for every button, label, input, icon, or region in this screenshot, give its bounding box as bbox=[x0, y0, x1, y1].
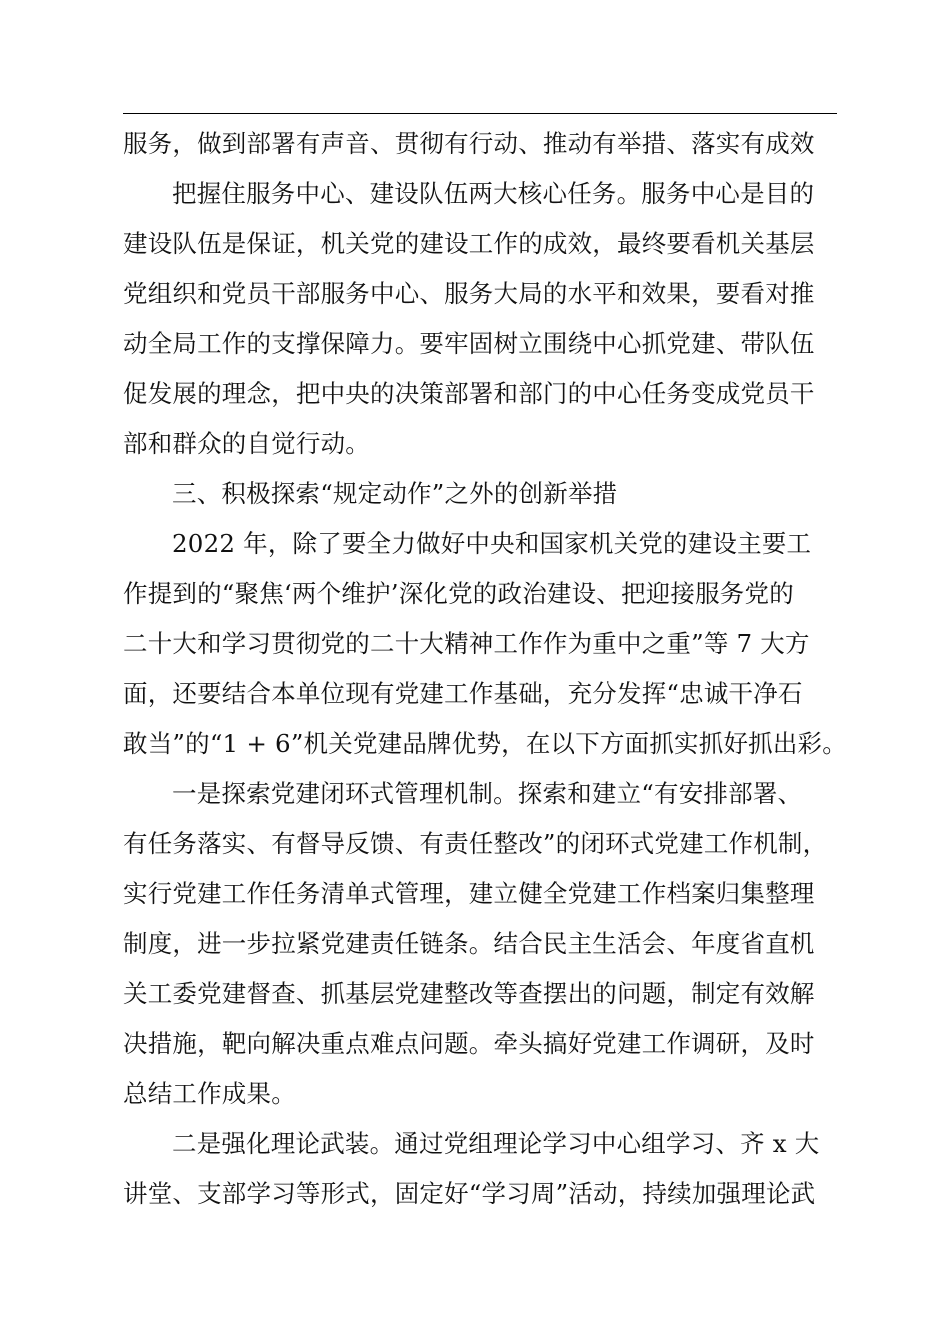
text-line-21: 二是强化理论武装。通过党组理论学习中心组学习、齐 x 大 bbox=[172, 1129, 820, 1158]
text-line-17: 制度，进一步拉紧党建责任链条。结合民主生活会、年度省直机 bbox=[123, 929, 815, 958]
text-line-2: 把握住服务中心、建设队伍两大核心任务。服务中心是目的 bbox=[172, 179, 815, 208]
text-line-22: 讲堂、支部学习等形式，固定好“学习周”活动，持续加强理论武 bbox=[123, 1179, 816, 1208]
text-line-7: 部和群众的自觉行动。 bbox=[123, 429, 370, 458]
text-line-15: 有任务落实、有督导反馈、有责任整改”的闭环式党建工作机制， bbox=[123, 829, 828, 858]
text-line-13: 敢当”的“1 + 6”机关党建品牌优势，在以下方面抓实抓好抓出彩。 bbox=[123, 729, 847, 758]
text-line-9: 2022 年，除了要全力做好中央和国家机关党的建设主要工 bbox=[172, 529, 812, 558]
text-line-19: 决措施，靶向解决重点难点问题。牵头搞好党建工作调研，及时 bbox=[123, 1029, 815, 1058]
text-line-4: 党组织和党员干部服务中心、服务大局的水平和效果，要看对推 bbox=[123, 279, 815, 308]
text-line-1: 服务，做到部署有声音、贯彻有行动、推动有举措、落实有成效 bbox=[123, 129, 815, 158]
text-line-14: 一是探索党建闭环式管理机制。探索和建立“有安排部署、 bbox=[172, 779, 803, 808]
text-line-18: 关工委党建督查、抓基层党建整改等查摆出的问题，制定有效解 bbox=[123, 979, 815, 1008]
text-line-5: 动全局工作的支撑保障力。要牢固树立围绕中心抓党建、带队伍 bbox=[123, 329, 815, 358]
text-line-12: 面，还要结合本单位现有党建工作基础，充分发挥“忠诚干净石 bbox=[123, 679, 803, 708]
text-line-10: 作提到的“聚焦‘两个维护’深化党的政治建设、把迎接服务党的 bbox=[123, 579, 794, 608]
header-rule bbox=[123, 113, 837, 114]
text-line-16: 实行党建工作任务清单式管理，建立健全党建工作档案归集整理 bbox=[123, 879, 815, 908]
text-line-20: 总结工作成果。 bbox=[123, 1079, 296, 1108]
text-line-11: 二十大和学习贯彻党的二十大精神工作作为重中之重”等 7 大方 bbox=[123, 629, 810, 658]
text-line-3: 建设队伍是保证，机关党的建设工作的成效，最终要看机关基层 bbox=[123, 229, 815, 258]
section-heading-3: 三、积极探索“规定动作”之外的创新举措 bbox=[172, 479, 618, 508]
text-line-6: 促发展的理念，把中央的决策部署和部门的中心任务变成党员干 bbox=[123, 379, 815, 408]
